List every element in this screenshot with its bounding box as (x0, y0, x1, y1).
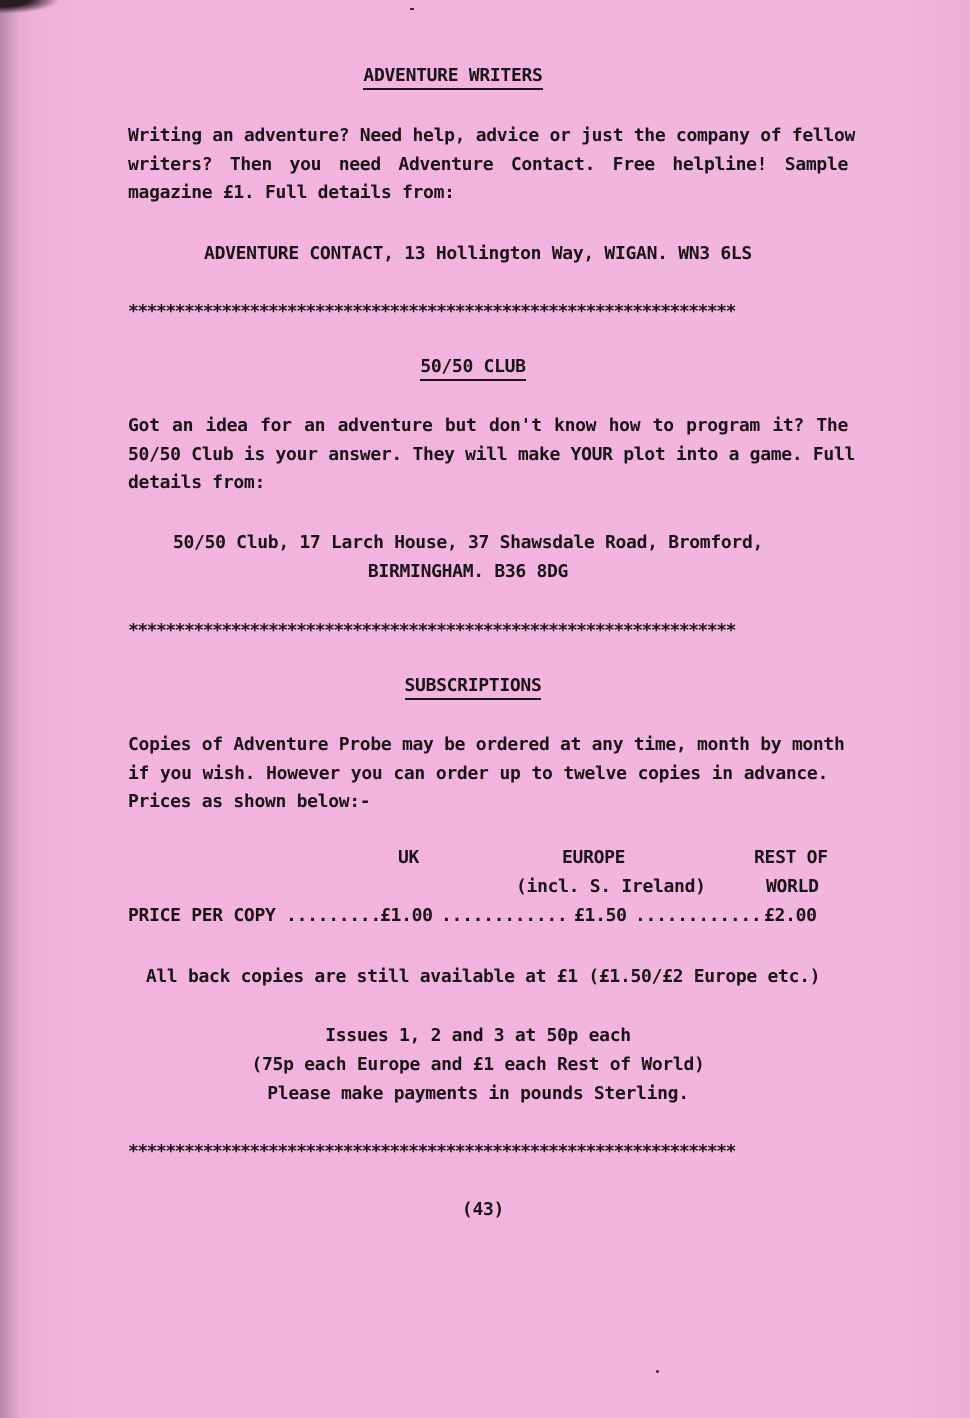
club-address (108, 528, 828, 586)
col-europe-sub: (incl. S. Ireland) (516, 876, 706, 897)
speck-top (410, 8, 414, 10)
price-rest: £2.00 (764, 905, 817, 926)
col-rest-sub: WORLD (766, 876, 819, 897)
body-line: details from: (128, 472, 265, 493)
adventure-writers-body (128, 122, 856, 208)
col-europe: EUROPE (562, 847, 626, 868)
price-europe: £1.50 (574, 905, 627, 926)
page-number: (43) (461, 1199, 505, 1220)
row-label: PRICE PER COPY ......... (128, 905, 381, 926)
body-line: writers? Then you need Adventure Contact. Free helpline! Sample (128, 153, 848, 175)
dots-2: ............ (635, 905, 762, 926)
adventure-contact-address: ADVENTURE CONTACT, 13 Hollington Way, WIGAN. WN3 6LS (204, 243, 752, 264)
club-address-line: BIRMINGHAM. B36 8DG (367, 561, 569, 582)
page-corner-shadow (0, 0, 60, 14)
body-line: Copies of Adventure Probe may be ordered at any time, month by month (128, 734, 845, 755)
body-line: 50/50 Club is your answer. They will make YOUR plot into a game. Full (128, 443, 856, 465)
body-line: Got an idea for an adventure but don't know how to program it? The (128, 415, 848, 436)
speck-bottom (656, 1370, 659, 1373)
price-table-subheader (128, 876, 848, 904)
body-line: magazine £1. Full details from: (128, 182, 455, 203)
separator-3: ***************************************************************** (128, 1142, 735, 1162)
issues-note (118, 1021, 838, 1108)
body-line: if you wish. However you can order up to twelve copies in advance. (128, 762, 828, 784)
price-uk: £1.00 (380, 905, 433, 926)
club-body (128, 412, 856, 498)
back-copies-note: All back copies are still available at £1 (£1.50/£2 Europe etc.) (145, 966, 821, 987)
price-table-row (128, 905, 848, 933)
club-address-line: 50/50 Club, 17 Larch House, 37 Shawsdale Road, Bromford, (172, 532, 764, 553)
club-heading: 50/50 CLUB (113, 356, 833, 377)
issues-line: Please make payments in pounds Sterling. (267, 1083, 689, 1104)
subscriptions-body (128, 731, 845, 817)
price-table-header (128, 847, 848, 875)
col-rest: REST OF (754, 847, 828, 868)
adventure-writers-heading: ADVENTURE WRITERS (93, 65, 813, 86)
subscriptions-heading: SUBSCRIPTIONS (113, 675, 833, 696)
body-line: Writing an adventure? Need help, advice or just the company of fellow (128, 125, 856, 146)
col-uk: UK (398, 847, 420, 868)
separator-2: ***************************************************************** (128, 621, 735, 641)
separator-1: ***************************************************************** (128, 302, 735, 322)
issues-line: (75p each Europe and £1 each Rest of World) (251, 1054, 705, 1075)
issues-line: Issues 1, 2 and 3 at 50p each (325, 1025, 631, 1046)
body-line: Prices as shown below:- (128, 791, 371, 812)
page-left-shadow (0, 0, 18, 1418)
dots-1: ............ (441, 905, 568, 926)
